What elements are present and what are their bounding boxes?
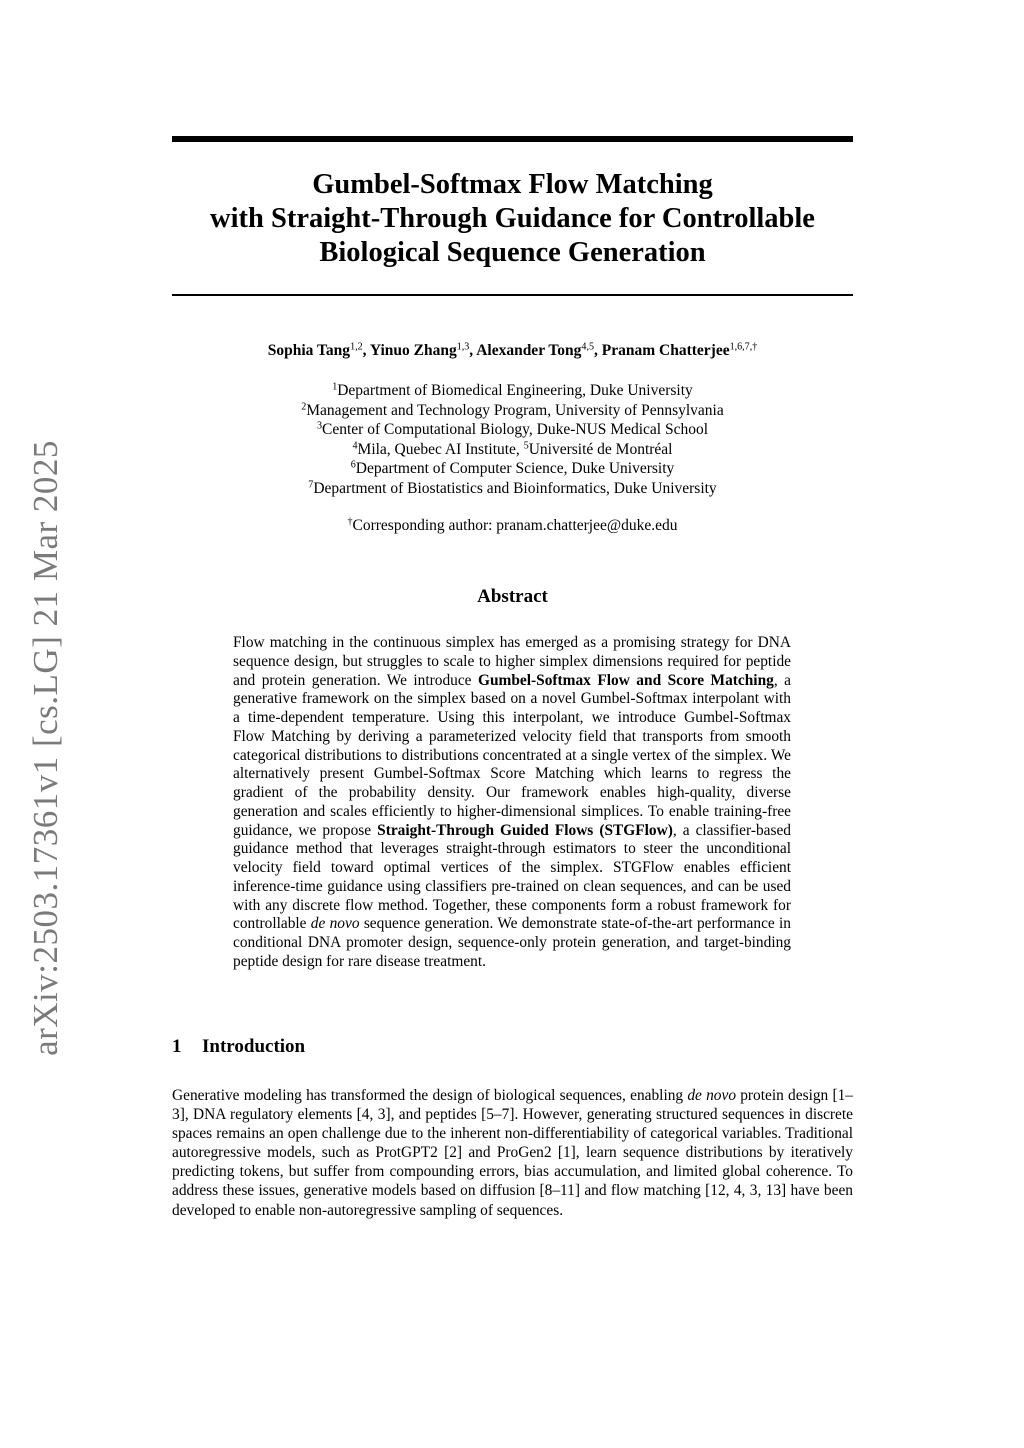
affiliation-list — [172, 381, 853, 499]
title-line: Biological Sequence Generation — [319, 237, 706, 268]
paper-title — [172, 168, 853, 270]
method-name: Straight-Through Guided Flows (STGFlow) — [377, 821, 673, 839]
section-heading-introduction — [172, 1036, 305, 1058]
author-list: Sophia Tang$^{1,2}$, Yinuo Zhang$^{1,3}$, Alexander Tong$^{4,5}$, Pranam Chatterjee$^{1,6,7,\dagger}$ — [267, 341, 758, 359]
abstract-body: Flow matching in the continuous simplex has emerged as a promising strategy for DNA sequence design, but struggles to scale to higher simplex dimensions required for peptide and protein generation. We introduce Gumbel-Softmax Flow and Score Matching, a generative framework on the simplex based on a novel Gumbel-Softmax interpolant with a time-dependent temperature. Using this interpolant, we introduce Gumbel-Softmax Flow Matching by deriving a parameterized velocity field that transports from smooth categorical distributions to distributions concentrated at a single vertex of the simplex. We alternatively present Gumbel-Softmax Score Matching which learns to regress the gradient of the probability density. Our framework enables high-quality, diverse generation and scales efficiently to higher-dimensional simplices. To enable training-free guidance, we propose Straight-Through Guided Flows (STGFlow), a classifier-based guidance method that leverages straight-through estimators to steer the unconditional velocity field toward optimal vertices of the simplex. STGFlow enables efficient inference-time guidance using classifiers pre-trained on clean sequences, and can be used with any discrete flow method. Together, these components form a robust framework for controllable de novo sequence generation. We demonstrate state-of-the-art performance in conditional DNA promoter design, sequence-only protein generation, and target-binding peptide design for rare disease treatment. — [233, 634, 791, 970]
title-line: with Straight-Through Guidance for Controllable — [210, 203, 815, 234]
author-name: Pranam Chatterjee — [601, 342, 730, 359]
affiliation: $^7$Department of Biostatistics and Bioinformatics, Duke University — [308, 479, 717, 497]
section-title: Introduction — [202, 1036, 306, 1057]
affiliation: $^6$Department of Computer Science, Duke University — [350, 459, 675, 478]
author-affiliation-marks: 1,6,7,† — [729, 341, 758, 353]
author-affiliation-marks: 1,2 — [350, 341, 363, 353]
author-affiliation-marks: 1,3 — [456, 341, 470, 353]
author-name: Alexander Tong — [476, 342, 582, 359]
corresponding-author: †Corresponding author: pranam.chatterjee@duke.edu — [347, 516, 678, 534]
affiliation: $^3$Center of Computational Biology, Duke-NUS Medical School — [316, 420, 709, 439]
author-name: Sophia Tang — [267, 342, 351, 359]
affiliation: $^1$Department of Biomedical Engineering, Duke University — [332, 381, 693, 399]
abstract-heading: Abstract — [477, 586, 548, 607]
author-affiliation-marks: 4,5 — [581, 341, 594, 353]
title-line: Gumbel-Softmax Flow Matching — [312, 169, 713, 200]
affiliation: $^4$Mila, Quebec AI Institute, $^5$Université de Montréal — [352, 440, 673, 458]
author-name: Yinuo Zhang — [369, 342, 457, 359]
affiliation: $^2$Management and Technology Program, University of Pennsylvania — [301, 401, 724, 419]
title-top-rule — [172, 136, 853, 142]
method-name: Gumbel-Softmax Flow and Score Matching — [478, 671, 774, 689]
arxiv-identifier: arXiv:2503.17361v1 [cs.LG] 21 Mar 2025 — [26, 440, 65, 1056]
section-number: 1 — [172, 1036, 182, 1057]
introduction-paragraph: Generative modeling has transformed the design of biological sequences, enabling de novo protein design [1–3], DNA regulatory elements [4, 3], and peptides [5–7]. However, generating structured sequences in discrete spaces remains an open challenge due to the inherent non-differentiability of categorical variables. Traditional autoregressive models, such as ProtGPT2 [2] and ProGen2 [1], learn sequence distributions by iteratively predicting tokens, but suffer from compounding errors, bias accumulation, and limited global coherence. To address these issues, generative models based on diffusion [8–11] and flow matching [12, 4, 3, 13] have been developed to enable non-autoregressive sampling of sequences. — [172, 1087, 853, 1219]
title-bottom-rule — [172, 294, 853, 296]
